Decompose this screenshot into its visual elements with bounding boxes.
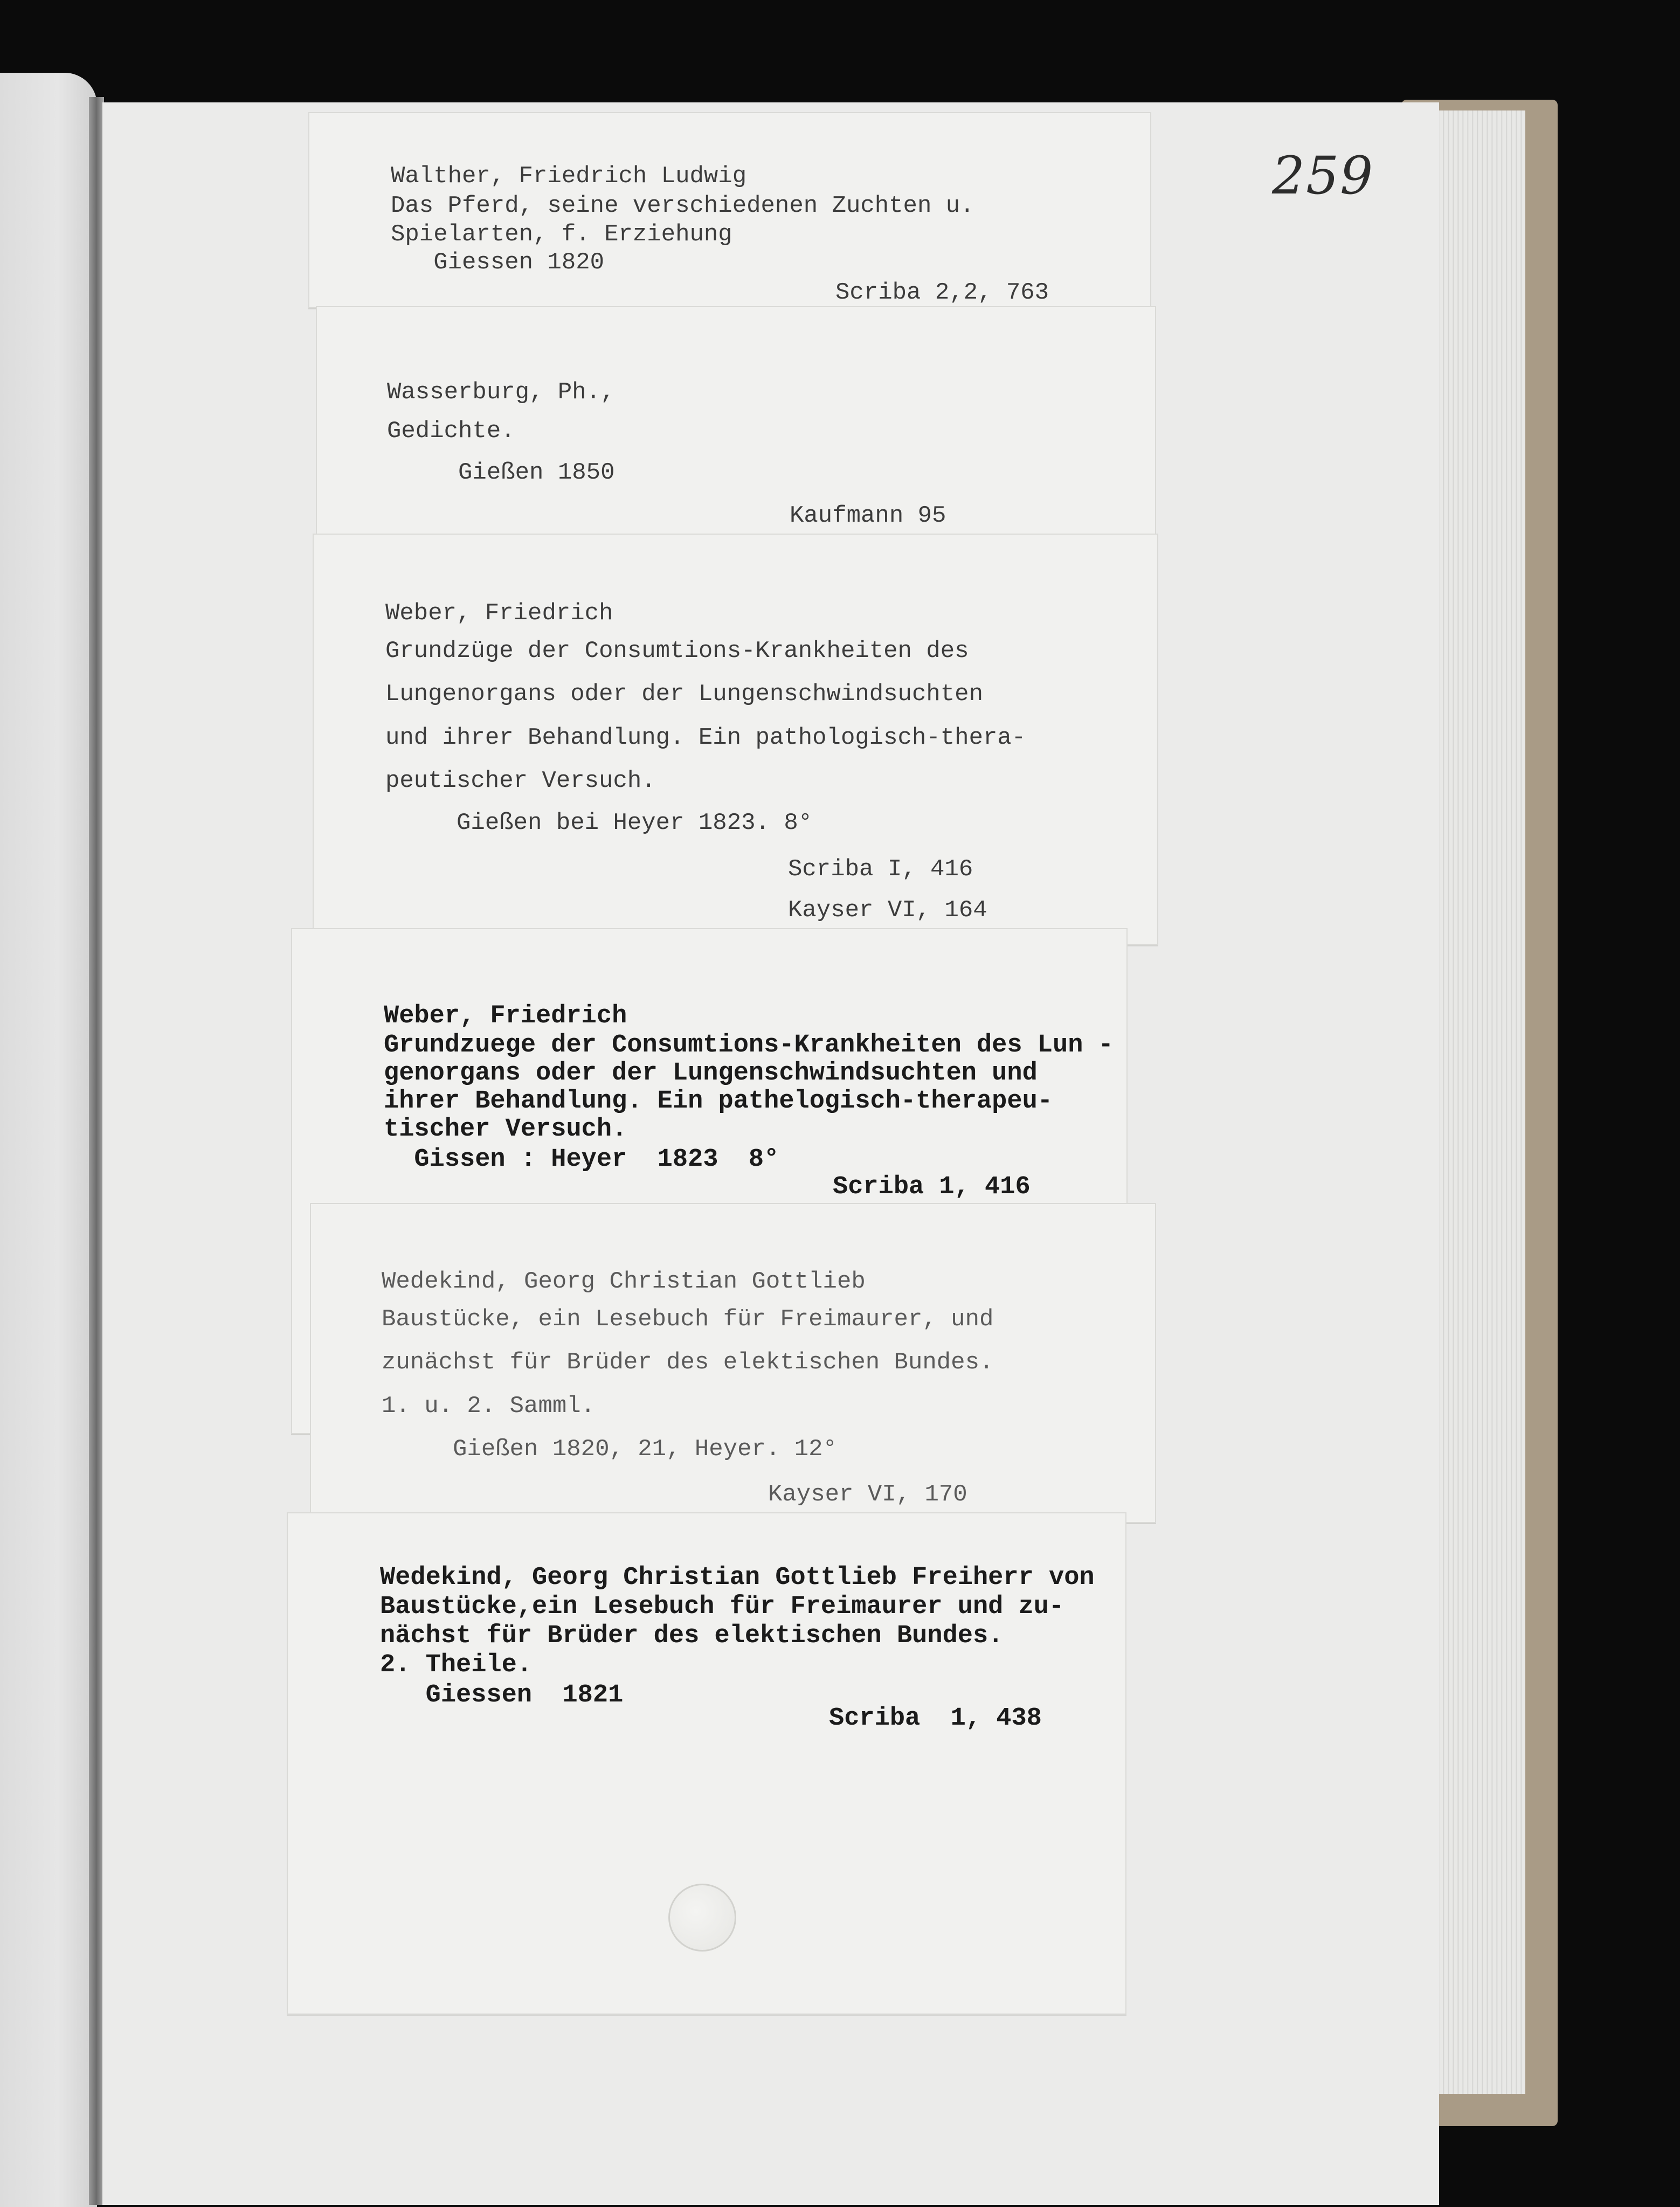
card-walther-line-4: Giessen 1820 <box>391 249 605 276</box>
card-weber-bold-line-2: Grundzuege der Consumtions-Krankheiten des Lun - <box>384 1031 1114 1060</box>
card-weber-ref-1: Scriba I, 416 <box>788 856 973 883</box>
card-wedekind-line-3: zunächst für Brüder des elektischen Bundes. <box>382 1349 994 1376</box>
card-wedekind-bold-line-2: Baustücke,ein Lesebuch für Freimaurer und zu- <box>380 1593 1064 1621</box>
card-weber-bold-line-6: Gissen : Heyer 1823 8° <box>384 1145 779 1174</box>
card-walther-line-3: Spielarten, f. Erziehung <box>391 221 732 248</box>
card-wasserburg-line-1: Wasserburg, Ph., <box>387 379 615 406</box>
card-weber-line-4: und ihrer Behandlung. Ein pathologisch-thera- <box>385 724 1026 751</box>
card-weber-bold-line-1: Weber, Friedrich <box>384 1002 627 1030</box>
card-wedekind-line-1: Wedekind, Georg Christian Gottlieb <box>382 1268 866 1295</box>
card-wedekind-bold-line-3: nächst für Brüder des elektischen Bundes. <box>380 1622 1004 1650</box>
card-punch-hole <box>668 1884 736 1952</box>
card-weber-line-5: peutischer Versuch. <box>385 767 656 794</box>
card-wedekind-ref-1: Kayser VI, 170 <box>768 1481 967 1508</box>
card-wasserburg-ref-1: Kaufmann 95 <box>790 502 946 529</box>
card-walther-ref-1: Scriba 2,2, 763 <box>835 279 1049 306</box>
card-wedekind-line-5: Gießen 1820, 21, Heyer. 12° <box>382 1436 837 1463</box>
card-walther-line-1: Walther, Friedrich Ludwig <box>391 163 747 190</box>
card-walther-line-2: Das Pferd, seine verschiedenen Zuchten u. <box>391 192 974 219</box>
book-gutter <box>89 97 104 2205</box>
card-weber-line-2: Grundzüge der Consumtions-Krankheiten des <box>385 638 969 665</box>
card-wedekind-bold-ref-1: Scriba 1, 438 <box>829 1704 1042 1733</box>
card-wasserburg-line-2: Gedichte. <box>387 418 515 445</box>
card-wedekind-bold-line-1: Wedekind, Georg Christian Gottlieb Freiherr von <box>380 1563 1095 1592</box>
card-weber-line-6: Gießen bei Heyer 1823. 8° <box>385 810 813 836</box>
card-wedekind-line-4: 1. u. 2. Samml. <box>382 1393 596 1420</box>
card-weber-bold-line-3: genorgans oder der Lungenschwindsuchten und <box>384 1059 1038 1088</box>
card-weber-bold-line-5: tischer Versuch. <box>384 1115 627 1144</box>
card-weber-line-1: Weber, Friedrich <box>385 600 613 627</box>
card-wedekind-bold-line-4: 2. Theile. <box>380 1651 533 1679</box>
card-weber-bold-ref-1: Scriba 1, 416 <box>833 1173 1031 1201</box>
page-number: 259 <box>1272 146 1374 206</box>
card-weber-ref-2: Kayser VI, 164 <box>788 897 987 924</box>
card-weber-line-3: Lungenorgans oder der Lungenschwindsuchten <box>385 681 983 708</box>
card-wedekind-line-2: Baustücke, ein Lesebuch für Freimaurer, und <box>382 1306 994 1333</box>
left-page <box>0 73 97 2207</box>
card-wedekind-bold-line-5: Giessen 1821 <box>380 1681 624 1710</box>
card-weber-bold-line-4: ihrer Behandlung. Ein pathelogisch-therapeu- <box>384 1087 1053 1116</box>
card-wasserburg-line-3: Gießen 1850 <box>387 459 615 486</box>
